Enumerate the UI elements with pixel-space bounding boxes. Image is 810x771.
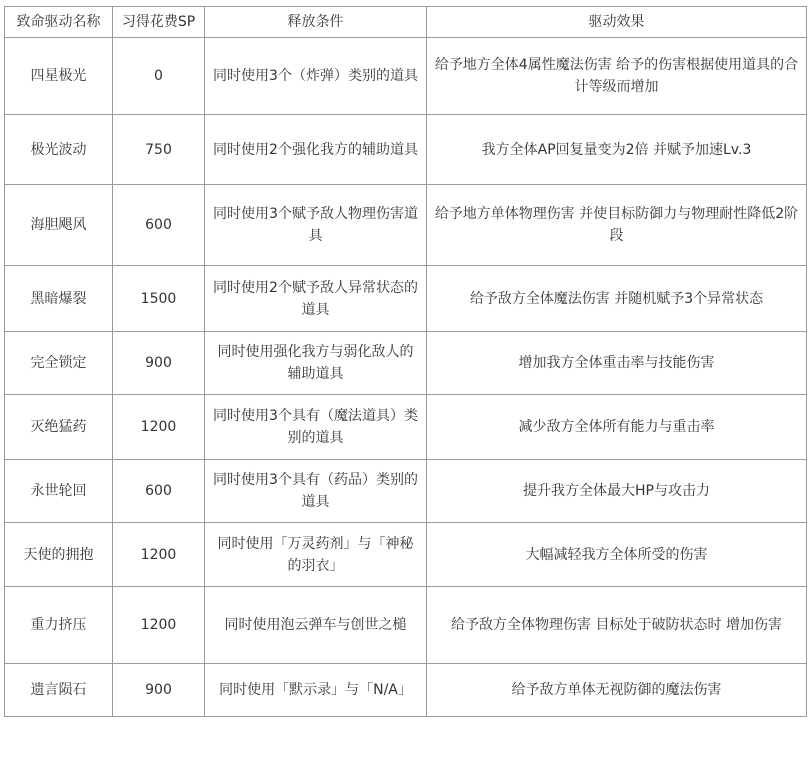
table-row: [5, 460, 807, 523]
drive-name: 灭绝猛药: [5, 395, 113, 460]
header-row: [5, 7, 807, 38]
table-row: [5, 587, 807, 664]
sp-cost: 600: [113, 185, 205, 266]
drive-name: 黑暗爆裂: [5, 266, 113, 332]
drive-name: 极光波动: [5, 115, 113, 185]
header-sp: 习得花费SP: [113, 7, 205, 38]
release-condition: 同时使用2个强化我方的辅助道具: [205, 115, 427, 185]
drive-effect: 提升我方全体最大HP与攻击力: [427, 460, 807, 523]
sp-cost: 0: [113, 38, 205, 115]
sp-cost: 750: [113, 115, 205, 185]
header-name: 致命驱动名称: [5, 7, 113, 38]
release-condition: 同时使用3个赋予敌人物理伤害道具: [205, 185, 427, 266]
release-condition: 同时使用3个（炸弹）类别的道具: [205, 38, 427, 115]
drive-effect: 给予敌方单体无视防御的魔法伤害: [427, 664, 807, 717]
drive-effect: 我方全体AP回复量变为2倍 并赋予加速Lv.3: [427, 115, 807, 185]
sp-cost: 1200: [113, 395, 205, 460]
release-condition: 同时使用3个具有（药品）类别的道具: [205, 460, 427, 523]
release-condition: 同时使用强化我方与弱化敌人的辅助道具: [205, 332, 427, 395]
header-condition: 释放条件: [205, 7, 427, 38]
release-condition: 同时使用「万灵药剂」与「神秘的羽衣」: [205, 523, 427, 587]
sp-cost: 900: [113, 332, 205, 395]
table-row: [5, 38, 807, 115]
release-condition: 同时使用泡云弹车与创世之槌: [205, 587, 427, 664]
drive-effect: 增加我方全体重击率与技能伤害: [427, 332, 807, 395]
table-row: [5, 185, 807, 266]
table-row: [5, 115, 807, 185]
table-row: [5, 332, 807, 395]
sp-cost: 600: [113, 460, 205, 523]
sp-cost: 1200: [113, 587, 205, 664]
fatal-drive-table: [4, 6, 807, 717]
drive-effect: 给予地方单体物理伤害 并使目标防御力与物理耐性降低2阶段: [427, 185, 807, 266]
drive-name: 天使的拥抱: [5, 523, 113, 587]
header-effect: 驱动效果: [427, 7, 807, 38]
drive-effect: 减少敌方全体所有能力与重击率: [427, 395, 807, 460]
table-row: [5, 664, 807, 717]
table-row: [5, 523, 807, 587]
drive-effect: 给予敌方全体魔法伤害 并随机赋予3个异常状态: [427, 266, 807, 332]
drive-name: 遗言陨石: [5, 664, 113, 717]
drive-name: 四星极光: [5, 38, 113, 115]
skill-table-container: [4, 6, 807, 717]
drive-effect: 大幅减轻我方全体所受的伤害: [427, 523, 807, 587]
release-condition: 同时使用3个具有（魔法道具）类别的道具: [205, 395, 427, 460]
drive-effect: 给予敌方全体物理伤害 目标处于破防状态时 增加伤害: [427, 587, 807, 664]
drive-name: 完全锁定: [5, 332, 113, 395]
drive-effect: 给予地方全体4属性魔法伤害 给予的伤害根据使用道具的合计等级而增加: [427, 38, 807, 115]
drive-name: 海胆飓风: [5, 185, 113, 266]
sp-cost: 1200: [113, 523, 205, 587]
sp-cost: 1500: [113, 266, 205, 332]
drive-name: 永世轮回: [5, 460, 113, 523]
table-row: [5, 266, 807, 332]
drive-name: 重力挤压: [5, 587, 113, 664]
sp-cost: 900: [113, 664, 205, 717]
release-condition: 同时使用2个赋予敌人异常状态的道具: [205, 266, 427, 332]
table-row: [5, 395, 807, 460]
release-condition: 同时使用「默示录」与「N/A」: [205, 664, 427, 717]
